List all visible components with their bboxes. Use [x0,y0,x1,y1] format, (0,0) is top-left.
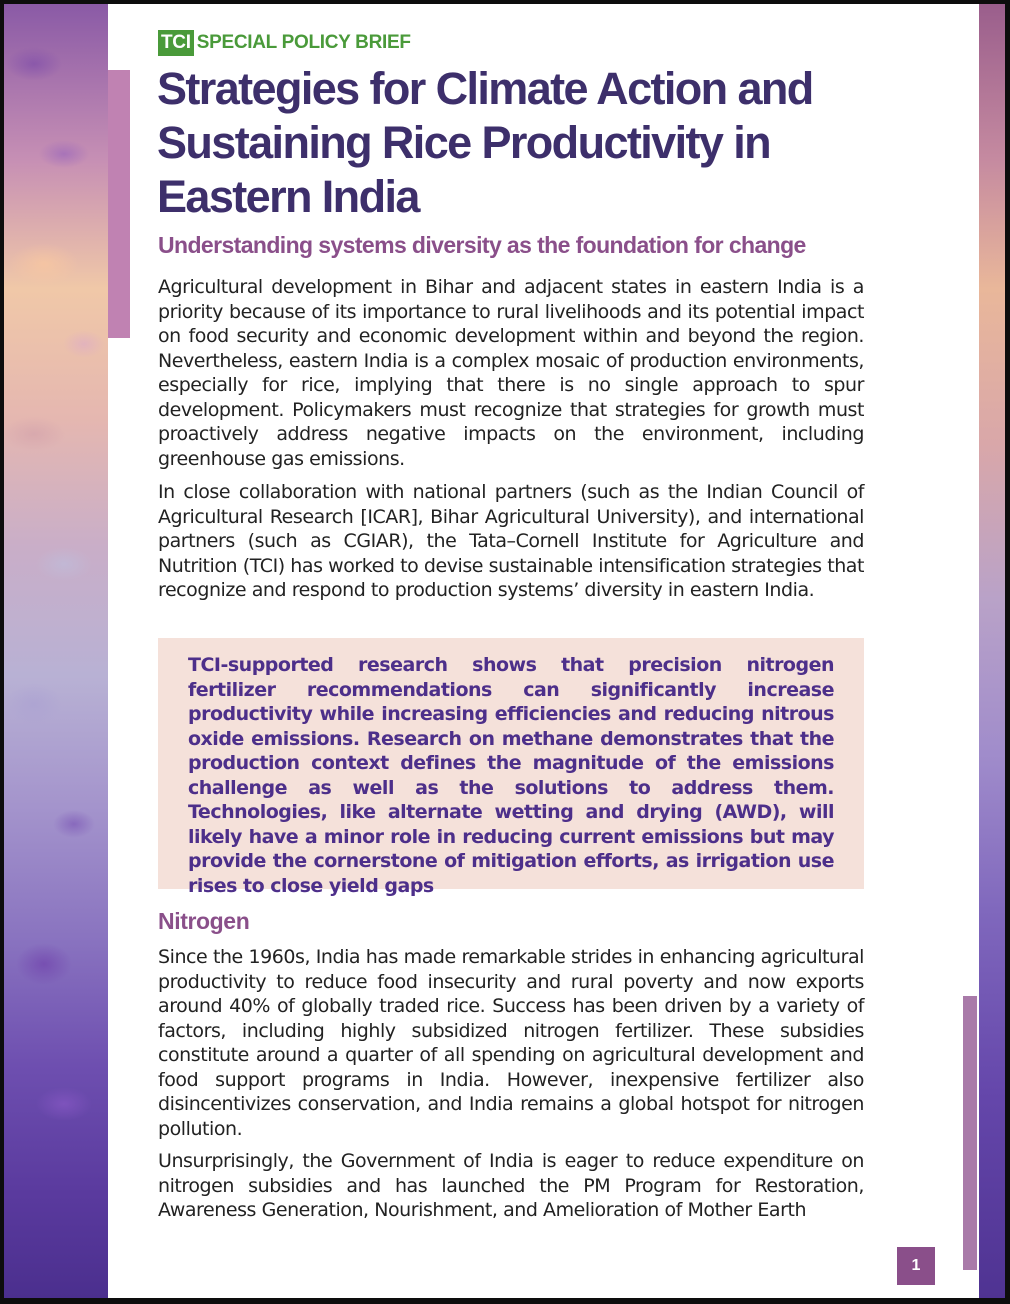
page-number: 1 [897,1247,935,1285]
right-decorative-artwork [979,4,1005,1298]
nitrogen-paragraph-1: Since the 1960s, India has made remarkable strides in enhancing agricultural productivity to reduce food insecurity and rural poverty and now exports around 40% of globally traded rice. Success has been driven by a variety of factors, including highly subsidized nitrogen fertilizer. These subsidies constitute around a quarter of all spending on agricultural development and food support programs in India. However, inexpensive fertilizer also disincentivizes conservation, and India remains a global hotspot for nitrogen pollution. [158,946,864,1140]
page-subtitle: Understanding systems diversity as the foundation for change [158,232,806,258]
left-decorative-artwork [4,4,108,1298]
callout-text: TCI-supported research shows that precision nitrogen fertilizer recommendations can significantly increase productivity while increasing efficiencies and reducing nitrous oxide emissions. Research on methane demonstrates that the production context defines the magnitude of the emissions challenge as well as the solutions to address them. Technologies, like alternate wetting and drying (AWD), will likely have a minor role in reducing current emissions but may provide the cornerstone of mitigation efforts, as irrigation use rises to close yield gaps [188,654,834,897]
intro-paragraph-1: Agricultural development in Bihar and adjacent states in eastern India is a priority because of its importance to rural livelihoods and its potential impact on food security and economic development within and beyond the region. Nevertheless, eastern India is a complex mosaic of production environments, especially for rice, implying that there is no single approach to spur development. Policymakers must recognize that strategies for growth must proactively address negative impacts on the environment, including greenhouse gas emissions. [158,276,864,470]
nitrogen-paragraph-2: Unsurprisingly, the Government of India is eager to reduce expenditure on nitrogen subsidies and has launched the PM Program for Restoration, Awareness Generation, Nourishment, and Amelioration of Mother Earth [158,1150,864,1221]
key-findings-callout [158,638,864,897]
policy-brief-page [4,4,1005,1298]
brief-tag [158,30,411,56]
tci-badge: TCI [158,30,194,56]
intro-paragraph-2: In close collaboration with national partners (such as the Indian Council of Agricultural Research [ICAR], Bihar Agricultural University), and international partners (such as CGIAR), the Tata–Cornell Institute for Agriculture and Nutrition (TCI) has worked to devise sustainable intensification strategies that recognize and respond to production systems’ diversity in eastern India. [158,481,864,601]
page-title: Strategies for Climate Action and Sustaining Rice Productivity in Eastern India [157,63,813,222]
brief-tag-label: SPECIAL POLICY BRIEF [196,32,411,53]
nitrogen-heading: Nitrogen [158,908,250,934]
left-accent-bar [108,70,130,338]
right-accent-bar [963,996,977,1270]
